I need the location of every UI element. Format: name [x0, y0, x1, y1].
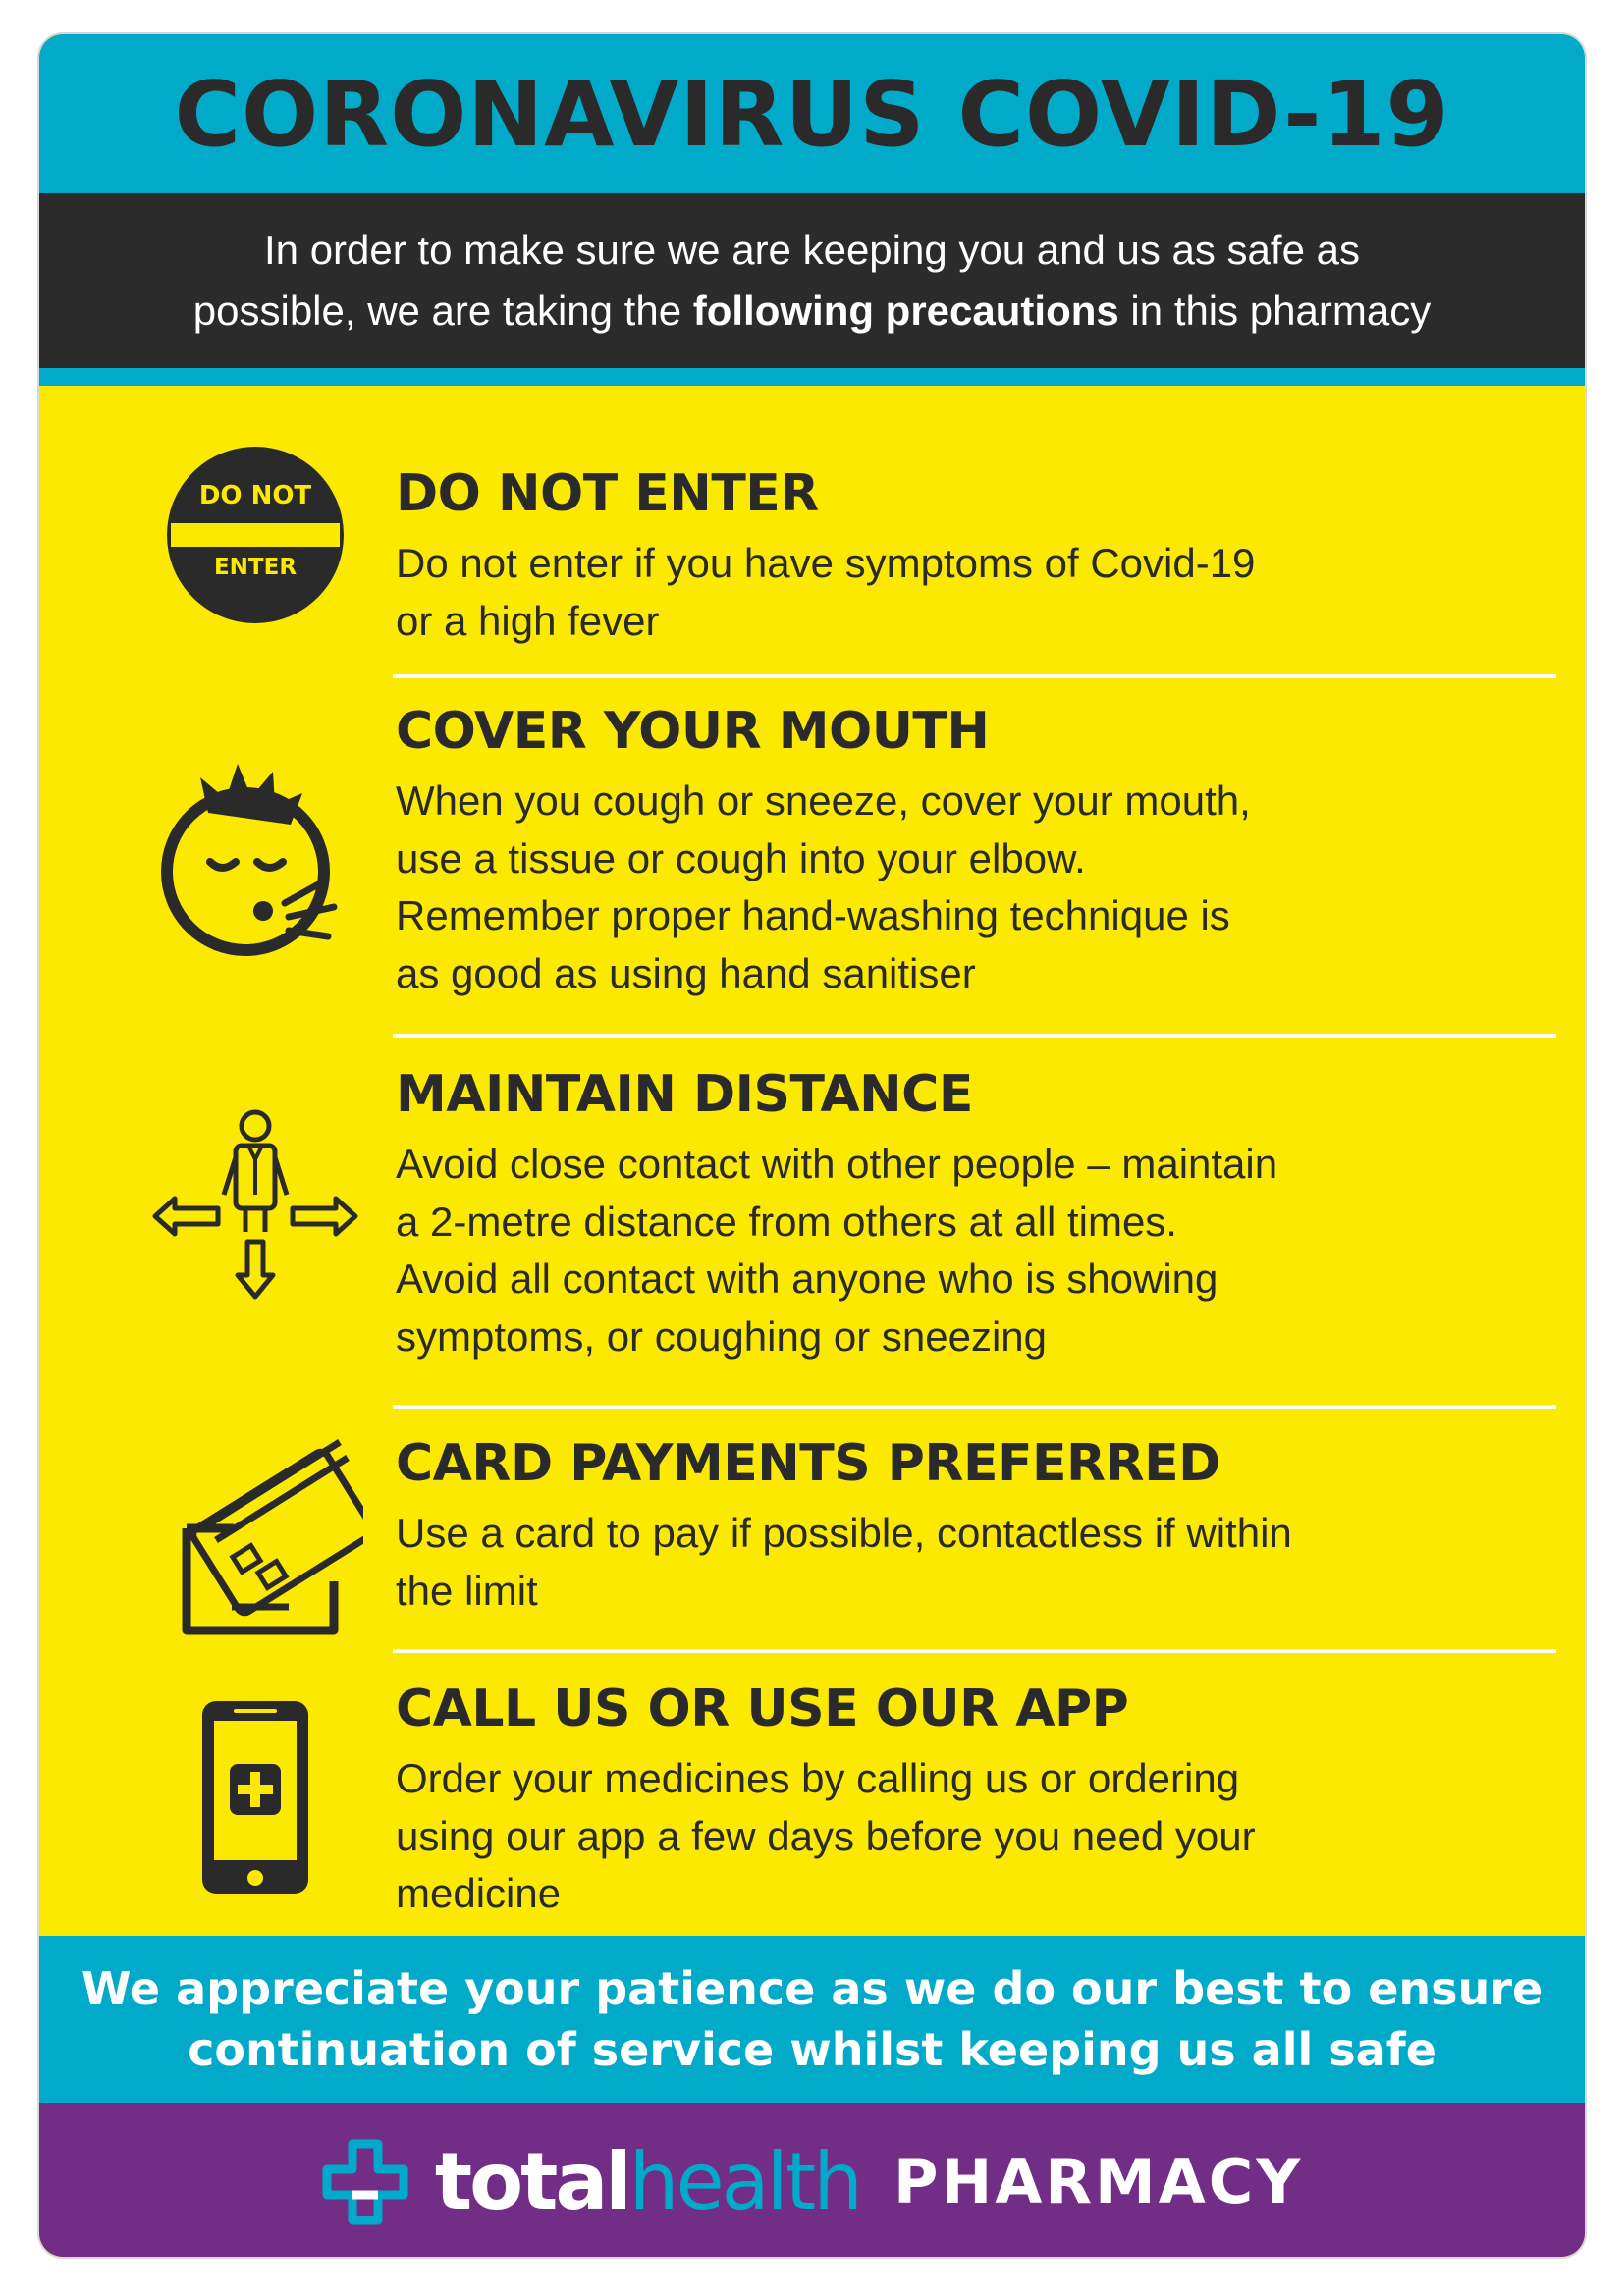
intro-line-2-prefix: possible, we are taking the — [192, 288, 693, 334]
body-line: medicine — [396, 1870, 562, 1916]
brand-health: health — [628, 2136, 860, 2227]
brand-total: total — [434, 2136, 629, 2227]
icon-text-enter: ENTER — [213, 555, 298, 580]
appreciation-line-2: continuation of service whilst keeping us all safe — [188, 2023, 1436, 2076]
body-do-not-enter — [396, 535, 1554, 650]
body-line: a 2-metre distance from others at all times. — [396, 1198, 1177, 1245]
heading-card-payments: CARD PAYMENTS PREFERRED — [396, 1434, 1220, 1493]
brand-pharmacy: PHARMACY — [893, 2146, 1304, 2217]
cross-logo-icon — [321, 2138, 409, 2226]
divider — [393, 674, 1556, 678]
divider — [393, 1405, 1556, 1409]
body-line: using our app a few days before you need your — [396, 1812, 1256, 1859]
poster — [37, 32, 1587, 2259]
brand-banner — [39, 2103, 1585, 2259]
icon-text-do-not: DO NOT — [198, 481, 312, 510]
intro-line-2-bold: following precautions — [692, 288, 1119, 334]
accent-strip — [39, 368, 1585, 386]
heading-cover-mouth: COVER YOUR MOUTH — [396, 702, 990, 761]
body-maintain-distance — [396, 1136, 1554, 1365]
intro-line-1: In order to make sure we are keeping you and us as safe as — [264, 227, 1360, 273]
heading-maintain-distance: MAINTAIN DISTANCE — [396, 1065, 973, 1124]
body-line: as good as using hand sanitiser — [396, 949, 976, 996]
intro-line-2-suffix: in this pharmacy — [1118, 288, 1432, 334]
page-title: CORONAVIRUS COVID-19 — [174, 61, 1450, 167]
heading-do-not-enter: DO NOT ENTER — [396, 464, 819, 523]
card-payment-icon — [147, 1434, 363, 1650]
no-entry-sign-icon — [147, 427, 363, 643]
body-line: the limit — [396, 1567, 538, 1614]
body-line: Do not enter if you have symptoms of Covid-19 — [396, 540, 1256, 586]
coughing-face-icon — [147, 756, 363, 972]
body-cover-mouth — [396, 773, 1554, 1002]
intro-banner — [39, 193, 1585, 368]
appreciation-line-1: We appreciate your patience as we do our best to ensure — [81, 1962, 1543, 2015]
heading-call-or-app: CALL US OR USE OUR APP — [396, 1680, 1129, 1738]
intro-text — [193, 220, 1431, 342]
body-line: Order your medicines by calling us or ordering — [396, 1755, 1240, 1801]
divider — [393, 1649, 1556, 1653]
body-line: use a tissue or cough into your elbow. — [396, 834, 1086, 881]
appreciation-banner — [39, 1936, 1585, 2103]
title-banner — [39, 34, 1585, 193]
body-line: Use a card to pay if possible, contactless if within — [396, 1510, 1292, 1556]
phone-app-icon — [147, 1699, 363, 1915]
body-line: Remember proper hand-washing technique is — [396, 892, 1230, 938]
divider — [393, 1034, 1556, 1038]
body-line: symptoms, or coughing or sneezing — [396, 1312, 1047, 1360]
person-distance-arrows-icon — [147, 1104, 363, 1320]
body-line: Avoid all contact with anyone who is showing — [396, 1255, 1218, 1302]
body-line: or a high fever — [396, 597, 660, 644]
body-line: When you cough or sneeze, cover your mouth, — [396, 777, 1251, 824]
body-call-or-app — [396, 1750, 1554, 1923]
body-card-payments — [396, 1505, 1554, 1620]
body-line: Avoid close contact with other people – maintain — [396, 1141, 1278, 1187]
appreciation-text — [81, 1958, 1543, 2080]
